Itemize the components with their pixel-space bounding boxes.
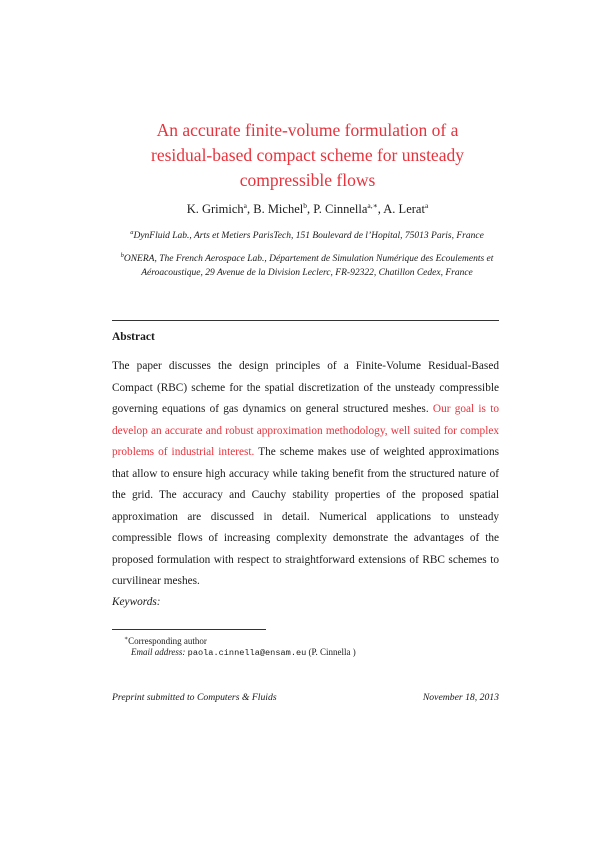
title-line-1: An accurate finite-volume formulation of a xyxy=(156,120,459,140)
paper-title xyxy=(110,118,505,193)
title-line-2: residual-based compact scheme for unsteady xyxy=(151,145,464,165)
abstract-text-part2: The scheme makes use of weighted approximations that allow to ensure high accuracy while taking benefit from the structured nature of the grid. The accuracy and Cauchy stability properties of the proposed spatial approximation are discussed in detail. Numerical applications to unsteady compressible flows of increasing complexity demonstrate the advantages of the proposed formulation with respect to straightforward extensions of RBC schemes to curvilinear meshes. xyxy=(112,446,499,587)
footnote-rule xyxy=(112,629,266,630)
footer-date: November 18, 2013 xyxy=(422,692,499,703)
affiliation-text: DynFluid Lab., Arts et Metiers ParisTech, 151 Boulevard de l’Hopital, 75013 Paris, France xyxy=(133,231,484,242)
footer-preprint: Preprint submitted to Computers & Fluids xyxy=(112,692,277,703)
author-affil-mark: a xyxy=(424,201,429,210)
affiliation-b xyxy=(113,249,501,280)
abstract-highlight: Our goal is to develop an accurate and robust approximation methodology, well suited for complex problems of industrial interest. xyxy=(112,403,499,458)
author-affil-mark: b xyxy=(303,201,307,210)
footnote-corresponding-text: Corresponding author xyxy=(128,636,207,646)
affiliation-mark: b xyxy=(120,252,124,259)
affiliation-mark: a xyxy=(130,229,134,236)
author-name: B. Michel xyxy=(253,202,304,217)
author-list xyxy=(110,201,505,217)
author-separator: , xyxy=(306,202,314,217)
affiliation-text: ONERA, The French Aerospace Lab., Département de Simulation Numérique des Ecoulements et Aéroacoustique, 29 Avenue de la Division Leclerc, FR-92322, Chatillon Cedex, France xyxy=(123,254,494,278)
author-affil-mark: a xyxy=(243,201,247,210)
keywords-label: Keywords: xyxy=(112,596,161,608)
author-separator: , xyxy=(377,202,384,217)
author-name: A. Lerat xyxy=(383,202,425,217)
abstract-body xyxy=(112,356,499,593)
email-link[interactable]: paola.cinnella@ensam.eu xyxy=(187,648,307,658)
footnote-email xyxy=(131,645,356,660)
author-name: K. Grimich xyxy=(186,202,244,217)
abstract-top-rule xyxy=(112,320,499,321)
email-owner: (P. Cinnella ) xyxy=(308,647,356,657)
title-line-3: compressible flows xyxy=(239,170,376,190)
email-label: Email address: xyxy=(131,647,186,657)
author-affil-mark: a,∗ xyxy=(367,201,378,210)
abstract-text-part1: The paper discusses the design principles of a Finite-Volume Residual-Based Compact (RBC) scheme for the spatial discretization of the unsteady compressible governing equations of gas dynamics on general structured meshes. xyxy=(112,360,499,415)
author-name: P. Cinnella xyxy=(313,202,368,217)
abstract-heading: Abstract xyxy=(112,331,155,343)
affiliation-a xyxy=(113,226,501,244)
author-separator: , xyxy=(246,202,254,217)
footnote-mark: ∗ xyxy=(124,636,129,642)
